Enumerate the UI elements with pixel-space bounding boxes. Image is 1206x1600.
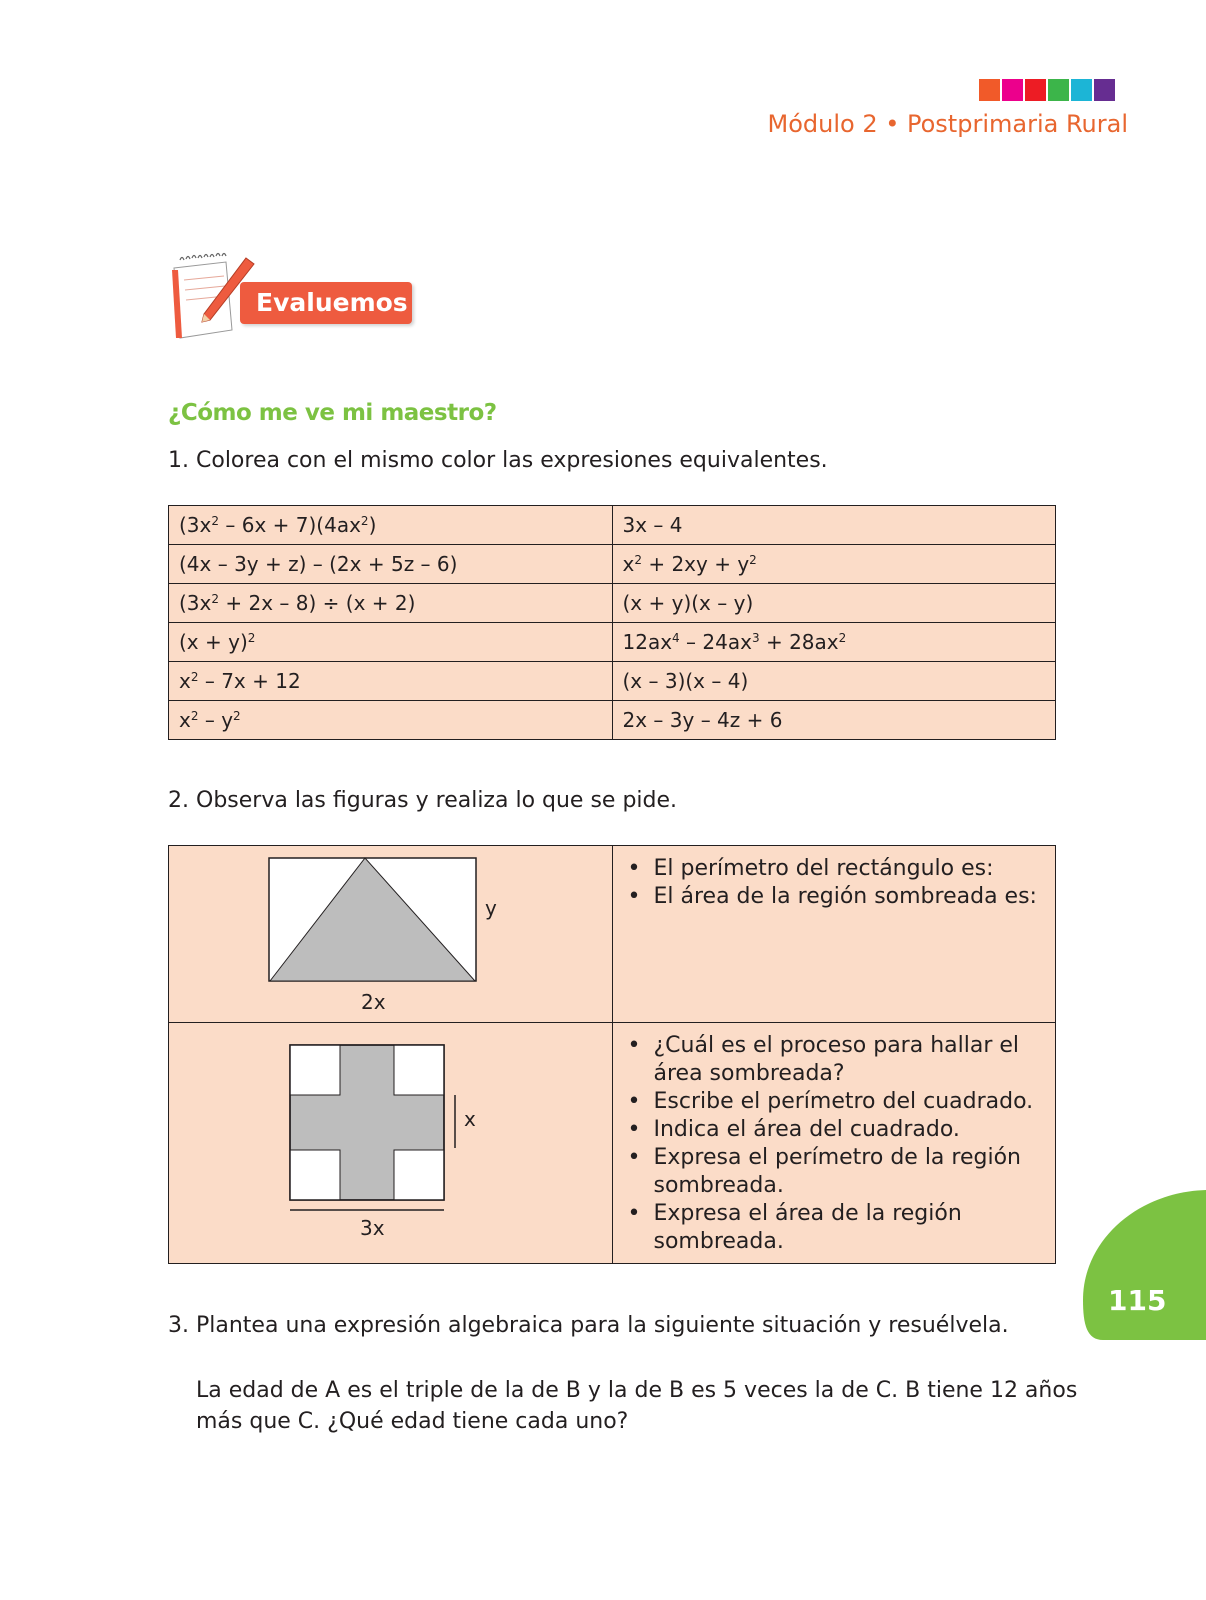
color-strip <box>979 79 1115 101</box>
figure-row <box>169 1023 1056 1264</box>
instruction-item: • ¿Cuál es el proceso para hallar el área sombreada? <box>628 1032 1045 1088</box>
side-label: x <box>464 1107 476 1131</box>
instruction-item: • Escribe el perímetro del cuadrado. <box>628 1088 1045 1116</box>
square-cross-figure <box>169 1023 612 1264</box>
expression-cell-left[interactable]: (4x – 3y + z) – (2x + 5z – 6) <box>169 545 613 584</box>
instruction-item: • Expresa el perímetro de la región sombreada. <box>628 1144 1045 1200</box>
expression-cell-right[interactable]: (x + y)(x – y) <box>612 584 1056 623</box>
instruction-item: • El área de la región sombreada es: <box>628 883 1045 911</box>
instruction-item: • Expresa el área de la región sombreada. <box>628 1200 1045 1256</box>
expression-cell-right[interactable]: $x^2 + 2xy + y^2$ <box>612 545 1056 584</box>
module-title: Módulo 2 • Postprimaria Rural <box>767 110 1128 138</box>
question-2 <box>168 788 677 813</box>
question-text: Colorea con el mismo color las expresiones equivalentes. <box>196 448 828 473</box>
instructions-list <box>614 847 1055 911</box>
expression-cell-right[interactable]: (x – 3)(x – 4) <box>612 662 1056 701</box>
question-3 <box>168 1313 1009 1338</box>
rectangle-triangle-figure <box>169 846 612 1023</box>
question-number: 3. <box>168 1313 189 1338</box>
width-label: 2x <box>361 990 386 1014</box>
width-label: 3x <box>360 1216 385 1240</box>
question-text: Plantea una expresión algebraica para la siguiente situación y resuélvela. <box>196 1313 1009 1338</box>
question-number: 2. <box>168 788 189 813</box>
figures-table <box>168 845 1056 1264</box>
expression-cell-right[interactable]: 3x – 4 <box>612 506 1056 545</box>
color-swatch <box>1025 79 1046 101</box>
instruction-item: • Indica el área del cuadrado. <box>628 1116 1045 1144</box>
evaluemos-banner: Evaluemos <box>240 282 412 324</box>
question-1 <box>168 448 828 473</box>
figure-cell <box>169 1023 613 1264</box>
color-swatch <box>1002 79 1023 101</box>
expression-cell-left[interactable]: $(3x^2 - 6x + 7)(4ax^2)$ <box>169 506 613 545</box>
expression-cell-left[interactable]: $(x + y)^2$ <box>169 623 613 662</box>
expression-row <box>169 584 1056 623</box>
instructions-cell <box>612 1023 1056 1264</box>
figure-cell <box>169 846 613 1023</box>
expression-row <box>169 545 1056 584</box>
expression-row <box>169 623 1056 662</box>
page-number: 115 <box>1108 1284 1167 1317</box>
expression-row <box>169 701 1056 740</box>
page-number-badge <box>1083 1190 1206 1340</box>
problem-statement: La edad de A es el triple de la de B y la de B es 5 veces la de C. B tiene 12 años más que C. ¿Qué edad tiene cada uno? <box>196 1378 1078 1434</box>
height-label: y <box>485 896 497 920</box>
figure-row <box>169 846 1056 1023</box>
color-swatch <box>1094 79 1115 101</box>
expression-row <box>169 662 1056 701</box>
color-swatch <box>979 79 1000 101</box>
instruction-item: • El perímetro del rectángulo es: <box>628 855 1045 883</box>
expressions-table <box>168 505 1056 740</box>
instructions-cell <box>612 846 1056 1023</box>
expression-cell-left[interactable]: $(3x^2 + 2x - 8) \div (x + 2)$ <box>169 584 613 623</box>
expression-cell-left[interactable]: $x^2 - 7x + 12$ <box>169 662 613 701</box>
section-subtitle: ¿Cómo me ve mi maestro? <box>168 400 497 426</box>
question-number: 1. <box>168 448 189 473</box>
instructions-list <box>614 1024 1055 1256</box>
expression-cell-left[interactable]: $x^2 - y^2$ <box>169 701 613 740</box>
color-swatch <box>1071 79 1092 101</box>
expression-cell-right[interactable]: 2x – 3y – 4z + 6 <box>612 701 1056 740</box>
expression-cell-right[interactable]: $12ax^4 - 24ax^3 + 28ax^2$ <box>612 623 1056 662</box>
question-text: Observa las figuras y realiza lo que se pide. <box>196 788 678 813</box>
color-swatch <box>1048 79 1069 101</box>
expression-row <box>169 506 1056 545</box>
